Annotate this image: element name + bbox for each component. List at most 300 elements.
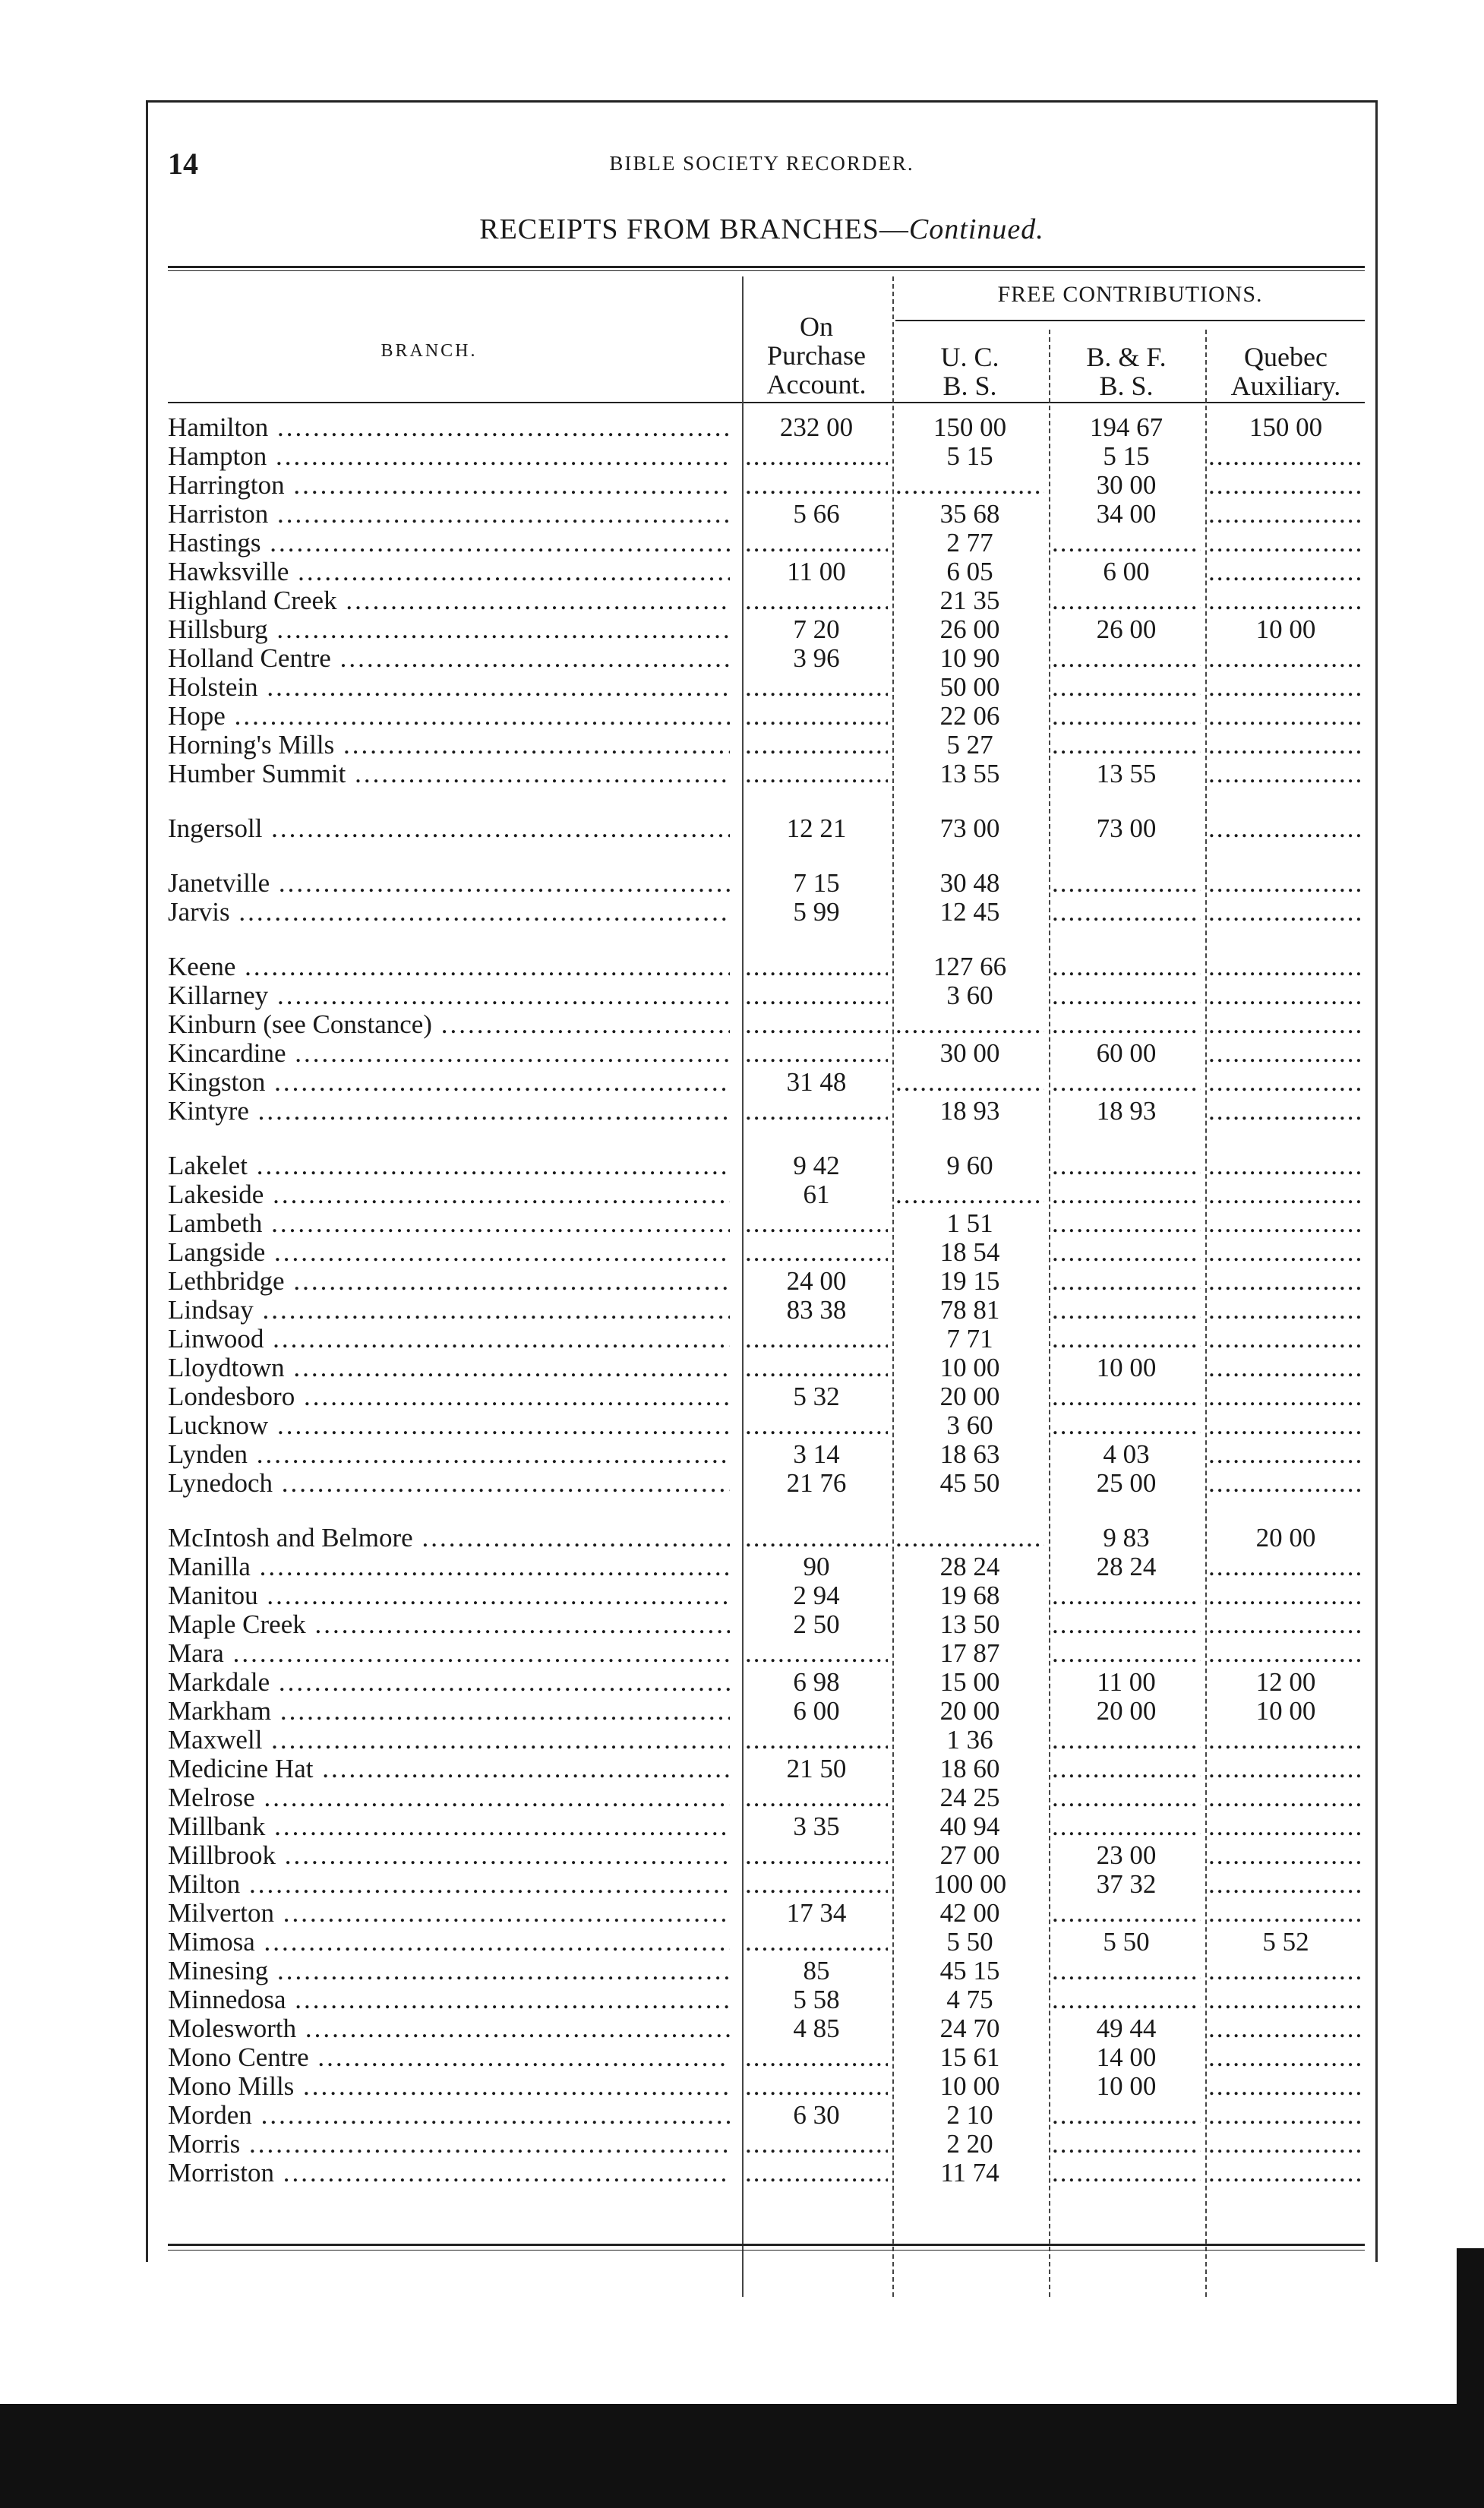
branch-name: Lethbridge .....: [168, 1267, 730, 1296]
quebec-value: [1208, 1267, 1363, 1296]
table-row: [148, 1755, 1375, 1783]
quebec-value: 10 00: [1255, 1697, 1316, 1726]
bfbs-value: [1052, 2101, 1201, 2130]
branch-name: Linwood .....: [168, 1325, 730, 1353]
bfbs-value: 5 15: [1103, 442, 1150, 471]
branch-name: McIntosh and Belmore .....: [168, 1524, 730, 1552]
bfbs-value: 34 00: [1096, 500, 1157, 529]
ucbs-value: 3 60: [946, 981, 993, 1010]
table-row: [148, 1238, 1375, 1267]
bfbs-value: [1052, 1755, 1201, 1783]
bfbs-value: [1052, 1726, 1201, 1755]
ucbs-value: 21 35: [939, 586, 1000, 615]
table-row: [148, 1841, 1375, 1870]
table-row: [148, 586, 1375, 615]
table-row: [148, 1039, 1375, 1068]
ucbs-value: 50 00: [939, 673, 1000, 702]
branch-name: Mono Centre .....: [168, 2043, 730, 2072]
ucbs-value: 15 00: [939, 1668, 1000, 1697]
branch-name: Horning's Mills .....: [168, 731, 730, 760]
quebec-value: 20 00: [1255, 1524, 1316, 1552]
ucbs-value: 5 50: [946, 1928, 993, 1957]
bfbs-value: 25 00: [1096, 1469, 1157, 1498]
bfbs-value: [1052, 702, 1201, 731]
ucbs-value: 10 00: [939, 1353, 1000, 1382]
ucbs-value: 2 20: [946, 2130, 993, 2159]
purchase-account-value: [745, 952, 888, 981]
purchase-account-value: [745, 1783, 888, 1812]
ucbs-value: 2 77: [946, 529, 993, 558]
purchase-account-value: [745, 2159, 888, 2187]
column-header-ucbs: [895, 343, 1044, 401]
ucbs-value: 24 25: [939, 1783, 1000, 1812]
branch-name: Mara .....: [168, 1639, 730, 1668]
quebec-value: [1208, 500, 1363, 529]
quebec-value: [1208, 1755, 1363, 1783]
ucbs-value: 19 68: [939, 1581, 1000, 1610]
bfbs-value: 13 55: [1096, 760, 1157, 788]
bfbs-value: [1052, 1581, 1201, 1610]
scan-bottom-border: [0, 2404, 1484, 2508]
table-row: [148, 644, 1375, 673]
quebec-value: [1208, 586, 1363, 615]
ucbs-value: 26 00: [939, 615, 1000, 644]
branch-name: Markdale .....: [168, 1668, 730, 1697]
purchase-account-value: 11 00: [787, 558, 846, 586]
ucbs-value: 45 15: [939, 1957, 1000, 1985]
bfbs-value: 28 24: [1096, 1552, 1157, 1581]
bfbs-value: [1052, 1610, 1201, 1639]
quebec-value: [1208, 558, 1363, 586]
bfbs-value: 60 00: [1096, 1039, 1157, 1068]
purchase-account-value: 85: [803, 1957, 830, 1985]
quebec-value: 12 00: [1255, 1668, 1316, 1697]
quebec-value: [1208, 1812, 1363, 1841]
table-row: [148, 1151, 1375, 1180]
bfbs-value: [1052, 1382, 1201, 1411]
table-row: [148, 1697, 1375, 1726]
quebec-value: [1208, 1957, 1363, 1985]
free-group-rule: [895, 320, 1365, 321]
purchase-account-value: 21 76: [786, 1469, 847, 1498]
bfbs-value: [1052, 1209, 1201, 1238]
purchase-account-value: 2 94: [793, 1581, 840, 1610]
bfbs-value: [1052, 1985, 1201, 2014]
quebec-value: 10 00: [1255, 615, 1316, 644]
purchase-account-value: [745, 1841, 888, 1870]
journal-title: BIBLE SOCIETY RECORDER.: [609, 152, 914, 175]
quebec-value: [1208, 869, 1363, 898]
quebec-value: 5 52: [1262, 1928, 1309, 1957]
bfbs-value: [1052, 529, 1201, 558]
table-row: [148, 869, 1375, 898]
table-row: [148, 2159, 1375, 2187]
purchase-account-value: 2 50: [793, 1610, 840, 1639]
bfbs-value: 26 00: [1096, 615, 1157, 644]
purchase-line-2: Purchase: [767, 340, 866, 371]
table-bottom-rule: [168, 2244, 1365, 2246]
ucbs-value: 20 00: [939, 1382, 1000, 1411]
branch-name: Medicine Hat .....: [168, 1755, 730, 1783]
quebec-value: 150 00: [1249, 413, 1323, 442]
quebec-value: [1208, 1382, 1363, 1411]
quebec-value: [1208, 1180, 1363, 1209]
quebec-value: [1208, 2159, 1363, 2187]
bfbs-value: 14 00: [1096, 2043, 1157, 2072]
bfbs-value: 30 00: [1096, 471, 1157, 500]
ucbs-value: 78 81: [939, 1296, 1000, 1325]
bfbs-value: 9 83: [1103, 1524, 1150, 1552]
page-number: 14: [168, 147, 198, 181]
ucbs-value: 4 75: [946, 1985, 993, 2014]
ucbs-value: 9 60: [946, 1151, 993, 1180]
quebec-value: [1208, 1581, 1363, 1610]
purchase-account-value: [745, 981, 888, 1010]
ucbs-value: 24 70: [939, 2014, 1000, 2043]
branch-name: Hope .....: [168, 702, 730, 731]
branch-name: Kinburn (see Constance) .....: [168, 1010, 730, 1039]
purchase-account-value: [745, 702, 888, 731]
table-row: [148, 1382, 1375, 1411]
ucbs-value: 22 06: [939, 702, 1000, 731]
running-head: [168, 146, 1356, 191]
branch-name: Lynden .....: [168, 1440, 730, 1469]
quebec-value: [1208, 1783, 1363, 1812]
table-row: [148, 898, 1375, 927]
bfbs-value: [1052, 1267, 1201, 1296]
bfbs-value: [1052, 1180, 1201, 1209]
quebec-value: [1208, 1870, 1363, 1899]
bfbs-value: [1052, 898, 1201, 927]
quebec-value: [1208, 1440, 1363, 1469]
ucbs-value: 12 45: [939, 898, 1000, 927]
bfbs-value: [1052, 1010, 1201, 1039]
quebec-value: [1208, 471, 1363, 500]
ucbs-value: 40 94: [939, 1812, 1000, 1841]
ucbs-line-2: B. S.: [942, 370, 997, 401]
branch-name: Morden .....: [168, 2101, 730, 2130]
branch-name: Manilla .....: [168, 1552, 730, 1581]
table-row: [148, 1870, 1375, 1899]
document-page: [146, 102, 1378, 2262]
branch-name: Lambeth .....: [168, 1209, 730, 1238]
header-rule-bottom: [168, 402, 1365, 403]
quebec-value: [1208, 2014, 1363, 2043]
bfbs-value: 10 00: [1096, 2072, 1157, 2101]
ucbs-value: 18 93: [939, 1097, 1000, 1126]
purchase-account-value: 61: [803, 1180, 830, 1209]
table-row: [148, 1068, 1375, 1097]
purchase-account-value: 6 98: [793, 1668, 840, 1697]
purchase-account-value: [745, 1039, 888, 1068]
table-bottom-rule-thin: [168, 2250, 1365, 2251]
purchase-account-value: 6 00: [793, 1697, 840, 1726]
bfbs-value: [1052, 869, 1201, 898]
ucbs-value: 1 51: [946, 1209, 993, 1238]
bfbs-value: [1052, 981, 1201, 1010]
purchase-account-value: 7 20: [793, 615, 840, 644]
branch-name: Morris .....: [168, 2130, 730, 2159]
table-row: [148, 1899, 1375, 1928]
bfbs-value: [1052, 644, 1201, 673]
quebec-value: [1208, 898, 1363, 927]
quebec-line-2: Auxiliary.: [1230, 370, 1341, 401]
branch-name: Killarney .....: [168, 981, 730, 1010]
quebec-value: [1208, 2043, 1363, 2072]
bfbs-value: 11 00: [1097, 1668, 1156, 1697]
quebec-value: [1208, 1238, 1363, 1267]
quebec-value: [1208, 1552, 1363, 1581]
bfbs-line-1: B. & F.: [1086, 342, 1167, 372]
column-header-purchase: [745, 313, 888, 399]
table-row: [148, 1097, 1375, 1126]
ucbs-value: 18 63: [939, 1440, 1000, 1469]
purchase-account-value: 5 66: [793, 500, 840, 529]
quebec-value: [1208, 1639, 1363, 1668]
branch-name: Lynedoch .....: [168, 1469, 730, 1498]
ucbs-value: 42 00: [939, 1899, 1000, 1928]
table-row: [148, 731, 1375, 760]
quebec-value: [1208, 1899, 1363, 1928]
branch-name: Harrington .....: [168, 471, 730, 500]
bfbs-value: [1052, 1238, 1201, 1267]
ucbs-value: 3 60: [946, 1411, 993, 1440]
purchase-account-value: [745, 1325, 888, 1353]
quebec-value: [1208, 1209, 1363, 1238]
ucbs-value: 18 54: [939, 1238, 1000, 1267]
bfbs-value: 10 00: [1096, 1353, 1157, 1382]
quebec-value: [1208, 2130, 1363, 2159]
ucbs-value: [895, 1180, 1044, 1209]
quebec-value: [1208, 1469, 1363, 1498]
purchase-account-value: [745, 1524, 888, 1552]
quebec-value: [1208, 1068, 1363, 1097]
quebec-value: [1208, 1985, 1363, 2014]
ucbs-value: 10 00: [939, 2072, 1000, 2101]
table-row: [148, 471, 1375, 500]
ucbs-value: 5 27: [946, 731, 993, 760]
purchase-account-value: [745, 673, 888, 702]
bfbs-value: 20 00: [1096, 1697, 1157, 1726]
branch-name: Kincardine .....: [168, 1039, 730, 1068]
bfbs-value: 49 44: [1096, 2014, 1157, 2043]
bfbs-value: 5 50: [1103, 1928, 1150, 1957]
bfbs-value: [1052, 2159, 1201, 2187]
purchase-account-value: 24 00: [786, 1267, 847, 1296]
purchase-account-value: [745, 1097, 888, 1126]
purchase-account-value: [745, 1870, 888, 1899]
purchase-account-value: 90: [803, 1552, 830, 1581]
table-row: [148, 1411, 1375, 1440]
column-header-bfbs: [1052, 343, 1201, 401]
ucbs-value: 5 15: [946, 442, 993, 471]
bfbs-value: 23 00: [1096, 1841, 1157, 1870]
table-row: [148, 1985, 1375, 2014]
ucbs-value: 35 68: [939, 500, 1000, 529]
bfbs-value: [1052, 1639, 1201, 1668]
branch-name: Milton .....: [168, 1870, 730, 1899]
purchase-account-value: [745, 586, 888, 615]
quebec-value: [1208, 760, 1363, 788]
branch-name: Ingersoll .....: [168, 814, 730, 843]
purchase-account-value: [745, 529, 888, 558]
quebec-value: [1208, 952, 1363, 981]
branch-name: Lloydtown .....: [168, 1353, 730, 1382]
table-row: [148, 1610, 1375, 1639]
table-row: [148, 1726, 1375, 1755]
scan-right-edge: [1457, 2248, 1484, 2508]
table-row: [148, 673, 1375, 702]
bfbs-value: [1052, 2130, 1201, 2159]
quebec-value: [1208, 2101, 1363, 2130]
table-row: [148, 1010, 1375, 1039]
purchase-account-value: 3 35: [793, 1812, 840, 1841]
branch-name: Holstein .....: [168, 673, 730, 702]
branch-name: Mimosa .....: [168, 1928, 730, 1957]
bfbs-line-2: B. S.: [1099, 370, 1154, 401]
ucbs-line-1: U. C.: [940, 342, 999, 372]
branch-name: Harriston .....: [168, 500, 730, 529]
ucbs-value: 15 61: [939, 2043, 1000, 2072]
table-row: [148, 2101, 1375, 2130]
ucbs-value: 73 00: [939, 814, 1000, 843]
table-row: [148, 2072, 1375, 2101]
branch-name: Maxwell .....: [168, 1726, 730, 1755]
purchase-account-value: [745, 1238, 888, 1267]
header-rule-top: [168, 266, 1365, 268]
ucbs-value: 30 48: [939, 869, 1000, 898]
ucbs-value: 1 36: [946, 1726, 993, 1755]
purchase-account-value: [745, 731, 888, 760]
table-row: [148, 1581, 1375, 1610]
ucbs-value: 28 24: [939, 1552, 1000, 1581]
purchase-account-value: [745, 1928, 888, 1957]
table-row: [148, 1469, 1375, 1498]
purchase-account-value: 7 15: [793, 869, 840, 898]
purchase-line-1: On: [800, 311, 833, 342]
ucbs-value: 18 60: [939, 1755, 1000, 1783]
ucbs-value: 100 00: [933, 1870, 1007, 1899]
bfbs-value: [1052, 1783, 1201, 1812]
ucbs-value: [895, 471, 1044, 500]
quebec-value: [1208, 1010, 1363, 1039]
branch-name: Minesing .....: [168, 1957, 730, 1985]
branch-name: Lakelet .....: [168, 1151, 730, 1180]
ucbs-value: 19 15: [939, 1267, 1000, 1296]
purchase-account-value: 3 96: [793, 644, 840, 673]
ucbs-value: 27 00: [939, 1841, 1000, 1870]
ucbs-value: [895, 1524, 1044, 1552]
branch-name: Hamilton .....: [168, 413, 730, 442]
section-title-continued: Continued.: [908, 213, 1044, 245]
quebec-value: [1208, 1296, 1363, 1325]
table-row: [148, 1353, 1375, 1382]
quebec-value: [1208, 529, 1363, 558]
ucbs-value: 6 05: [946, 558, 993, 586]
table-row: [148, 814, 1375, 843]
table-row: [148, 1325, 1375, 1353]
ucbs-value: 45 50: [939, 1469, 1000, 1498]
purchase-account-value: 12 21: [786, 814, 847, 843]
table-row: [148, 981, 1375, 1010]
quebec-value: [1208, 1726, 1363, 1755]
purchase-account-value: [745, 1639, 888, 1668]
table-row: [148, 1783, 1375, 1812]
table-row: [148, 1267, 1375, 1296]
table-row: [148, 1440, 1375, 1469]
purchase-account-value: [745, 1411, 888, 1440]
bfbs-value: [1052, 1296, 1201, 1325]
purchase-line-3: Account.: [766, 368, 867, 400]
section-title: [148, 213, 1375, 246]
table-row: [148, 1639, 1375, 1668]
table-row: [148, 1180, 1375, 1209]
purchase-account-value: [745, 2043, 888, 2072]
purchase-account-value: 21 50: [786, 1755, 847, 1783]
ucbs-value: 150 00: [933, 413, 1007, 442]
branch-name: Hawksville .....: [168, 558, 730, 586]
branch-name: Londesboro .....: [168, 1382, 730, 1411]
table-row: [148, 760, 1375, 788]
purchase-account-value: [745, 760, 888, 788]
purchase-account-value: 232 00: [779, 413, 854, 442]
bfbs-value: [1052, 1151, 1201, 1180]
quebec-value: [1208, 1411, 1363, 1440]
branch-name: Melrose .....: [168, 1783, 730, 1812]
table-row: [148, 615, 1375, 644]
bfbs-value: [1052, 1957, 1201, 1985]
branch-name: Markham .....: [168, 1697, 730, 1726]
purchase-account-value: 3 14: [793, 1440, 840, 1469]
branch-name: Millbank .....: [168, 1812, 730, 1841]
branch-name: Lucknow .....: [168, 1411, 730, 1440]
column-group-free-contributions: FREE CONTRIBUTIONS.: [997, 282, 1263, 307]
purchase-account-value: [745, 1010, 888, 1039]
table-row: [148, 952, 1375, 981]
table-row: [148, 500, 1375, 529]
branch-name: Morriston .....: [168, 2159, 730, 2187]
bfbs-value: [1052, 586, 1201, 615]
quebec-value: [1208, 1353, 1363, 1382]
table-row: [148, 702, 1375, 731]
purchase-account-value: [745, 1726, 888, 1755]
branch-name: Lakeside .....: [168, 1180, 730, 1209]
branch-name: Maple Creek .....: [168, 1610, 730, 1639]
branch-name: Molesworth .....: [168, 2014, 730, 2043]
table-row: [148, 1957, 1375, 1985]
table-row: [148, 442, 1375, 471]
bfbs-value: [1052, 1325, 1201, 1353]
quebec-value: [1208, 442, 1363, 471]
table-row: [148, 1524, 1375, 1552]
table-row: [148, 1209, 1375, 1238]
table-row: [148, 1296, 1375, 1325]
quebec-value: [1208, 814, 1363, 843]
table-row: [148, 2130, 1375, 2159]
ucbs-value: 20 00: [939, 1697, 1000, 1726]
quebec-value: [1208, 1841, 1363, 1870]
branch-name: Manitou .....: [168, 1581, 730, 1610]
branch-name: Milverton .....: [168, 1899, 730, 1928]
table-row: [148, 413, 1375, 442]
table-row: [148, 1812, 1375, 1841]
branch-name: Holland Centre .....: [168, 644, 730, 673]
bfbs-value: [1052, 1899, 1201, 1928]
purchase-account-value: [745, 1209, 888, 1238]
table-row: [148, 2043, 1375, 2072]
branch-name: Lindsay .....: [168, 1296, 730, 1325]
table-row: [148, 1668, 1375, 1697]
